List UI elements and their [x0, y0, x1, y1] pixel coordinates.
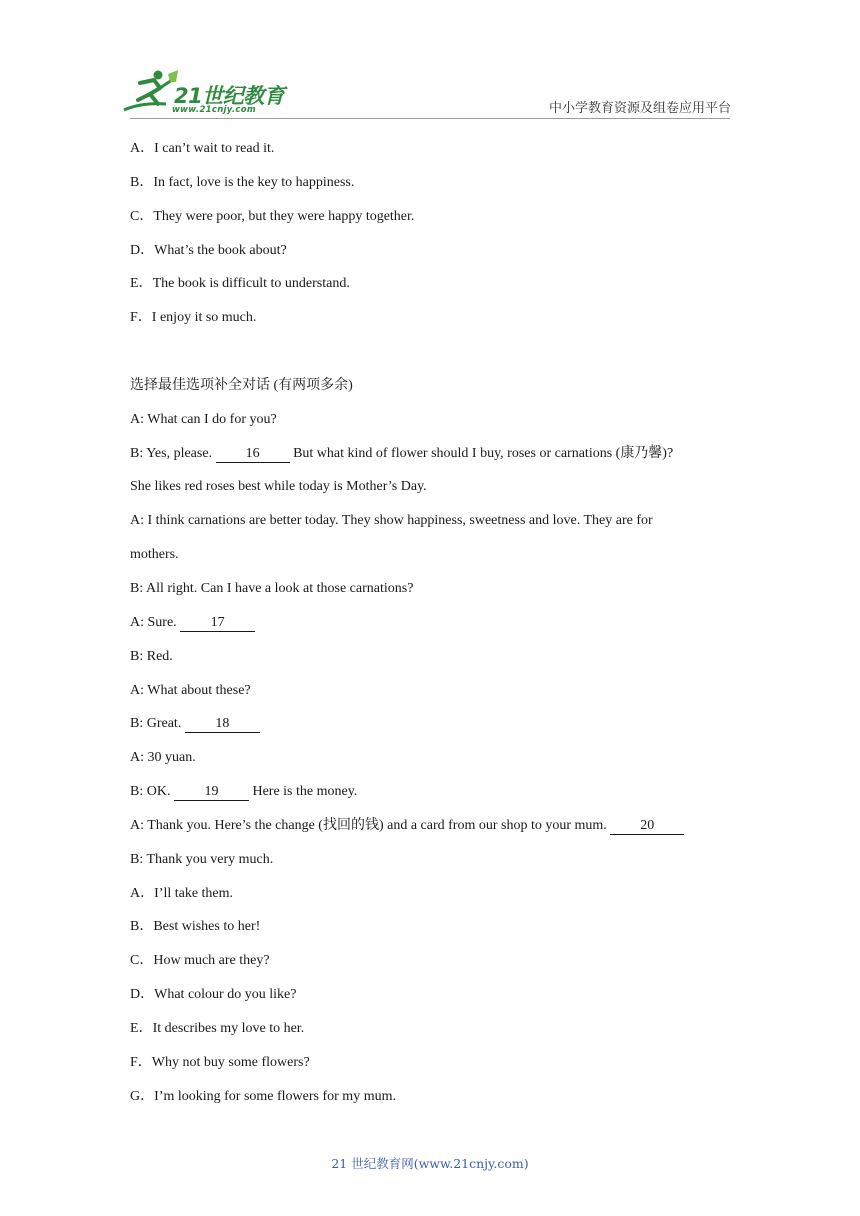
dialog-line: mothers.: [130, 547, 179, 563]
dialog-line: A: I think carnations are better today. They show happiness, sweetness and love. They are for: [130, 513, 653, 529]
dialog-text: But what kind of flower should I buy, roses or carnations (康乃馨)?: [289, 445, 674, 461]
dialog-line: She likes red roses best while today is Mother’s Day.: [130, 479, 427, 495]
option-letter: C．: [130, 208, 154, 224]
option-letter: G．: [130, 1088, 155, 1104]
answer-blank: 20: [610, 819, 684, 835]
dialog-line: [130, 437, 730, 471]
option-line: [130, 234, 730, 268]
platform-title: 中小学教育资源及组卷应用平台: [549, 101, 732, 116]
section-instruction: 选择最佳选项补全对话 (有两项多余): [130, 377, 353, 393]
option-text: How much are they?: [153, 953, 270, 969]
dialog-line: B: All right. Can I have a look at those carnations?: [130, 580, 414, 596]
option-letter: B．: [130, 919, 154, 935]
dialog-line: A: What can I do for you?: [130, 411, 277, 427]
option-text: Best wishes to her!: [153, 919, 261, 935]
option-letter: B．: [130, 174, 154, 190]
option-text: I’m looking for some flowers for my mum.: [154, 1088, 396, 1104]
option-line: [130, 1046, 730, 1080]
document-body: [130, 132, 730, 1113]
dialog-text: B: OK.: [130, 784, 174, 800]
option-line: [130, 1012, 730, 1046]
option-letter: D．: [130, 242, 155, 258]
option-letter: E．: [130, 276, 153, 292]
option-letter: D．: [130, 987, 155, 1003]
header-divider: [130, 118, 730, 119]
logo-text: 21世纪教育: [174, 84, 285, 108]
option-line: [130, 910, 730, 944]
logo-url: www.21cnjy.com: [172, 105, 256, 115]
dialog-line: [130, 775, 730, 809]
dialog-line: B: Red.: [130, 648, 173, 664]
option-text: It describes my love to her.: [152, 1020, 305, 1036]
option-letter: F．: [130, 1054, 152, 1070]
page-footer: 21 世纪教育网(www.21cnjy.com): [331, 1156, 529, 1171]
option-line: [130, 132, 730, 166]
dialog-text: A: Thank you. Here’s the change (找回的钱) and a card from our shop to your mum.: [130, 817, 611, 833]
option-text: In fact, love is the key to happiness.: [153, 174, 355, 190]
option-letter: A．: [130, 885, 155, 901]
option-text: The book is difficult to understand.: [152, 276, 350, 292]
option-letter: E．: [130, 1020, 153, 1036]
option-text: I’ll take them.: [154, 885, 234, 901]
option-line: [130, 978, 730, 1012]
option-letter: C．: [130, 953, 154, 969]
page-header: [0, 0, 860, 125]
answer-blank: 17: [180, 616, 255, 632]
answer-blank: 18: [185, 717, 260, 733]
dialog-line: [130, 809, 730, 843]
option-line: [130, 166, 730, 200]
dialog-line: [130, 707, 730, 741]
option-text: They were poor, but they were happy together.: [153, 208, 415, 224]
section-gap: [130, 335, 730, 369]
option-text: Why not buy some flowers?: [151, 1054, 310, 1070]
answer-blank: 19: [174, 785, 249, 801]
dialog-text: A: Sure.: [130, 614, 181, 630]
logo: [122, 66, 292, 116]
dialog-line: A: What about these?: [130, 682, 251, 698]
dialog-text: Here is the money.: [248, 784, 358, 800]
option-text: I can’t wait to read it.: [154, 141, 275, 156]
option-line: [130, 944, 730, 978]
dialog-text: B: Yes, please.: [130, 445, 216, 461]
option-letter: F．: [130, 310, 152, 326]
option-line: [130, 267, 730, 301]
option-text: I enjoy it so much.: [151, 310, 257, 326]
option-line: [130, 877, 730, 911]
dialog-text: B: Great.: [130, 716, 185, 732]
option-letter: A．: [130, 141, 155, 156]
dialog-line: A: 30 yuan.: [130, 750, 196, 766]
option-line: [130, 301, 730, 335]
dialog-line: B: Thank you very much.: [130, 851, 274, 867]
dialog-line: [130, 606, 730, 640]
answer-blank: 16: [216, 447, 290, 463]
option-text: What’s the book about?: [154, 242, 287, 258]
option-line: [130, 200, 730, 234]
option-line: [130, 1080, 730, 1114]
option-text: What colour do you like?: [154, 987, 297, 1003]
